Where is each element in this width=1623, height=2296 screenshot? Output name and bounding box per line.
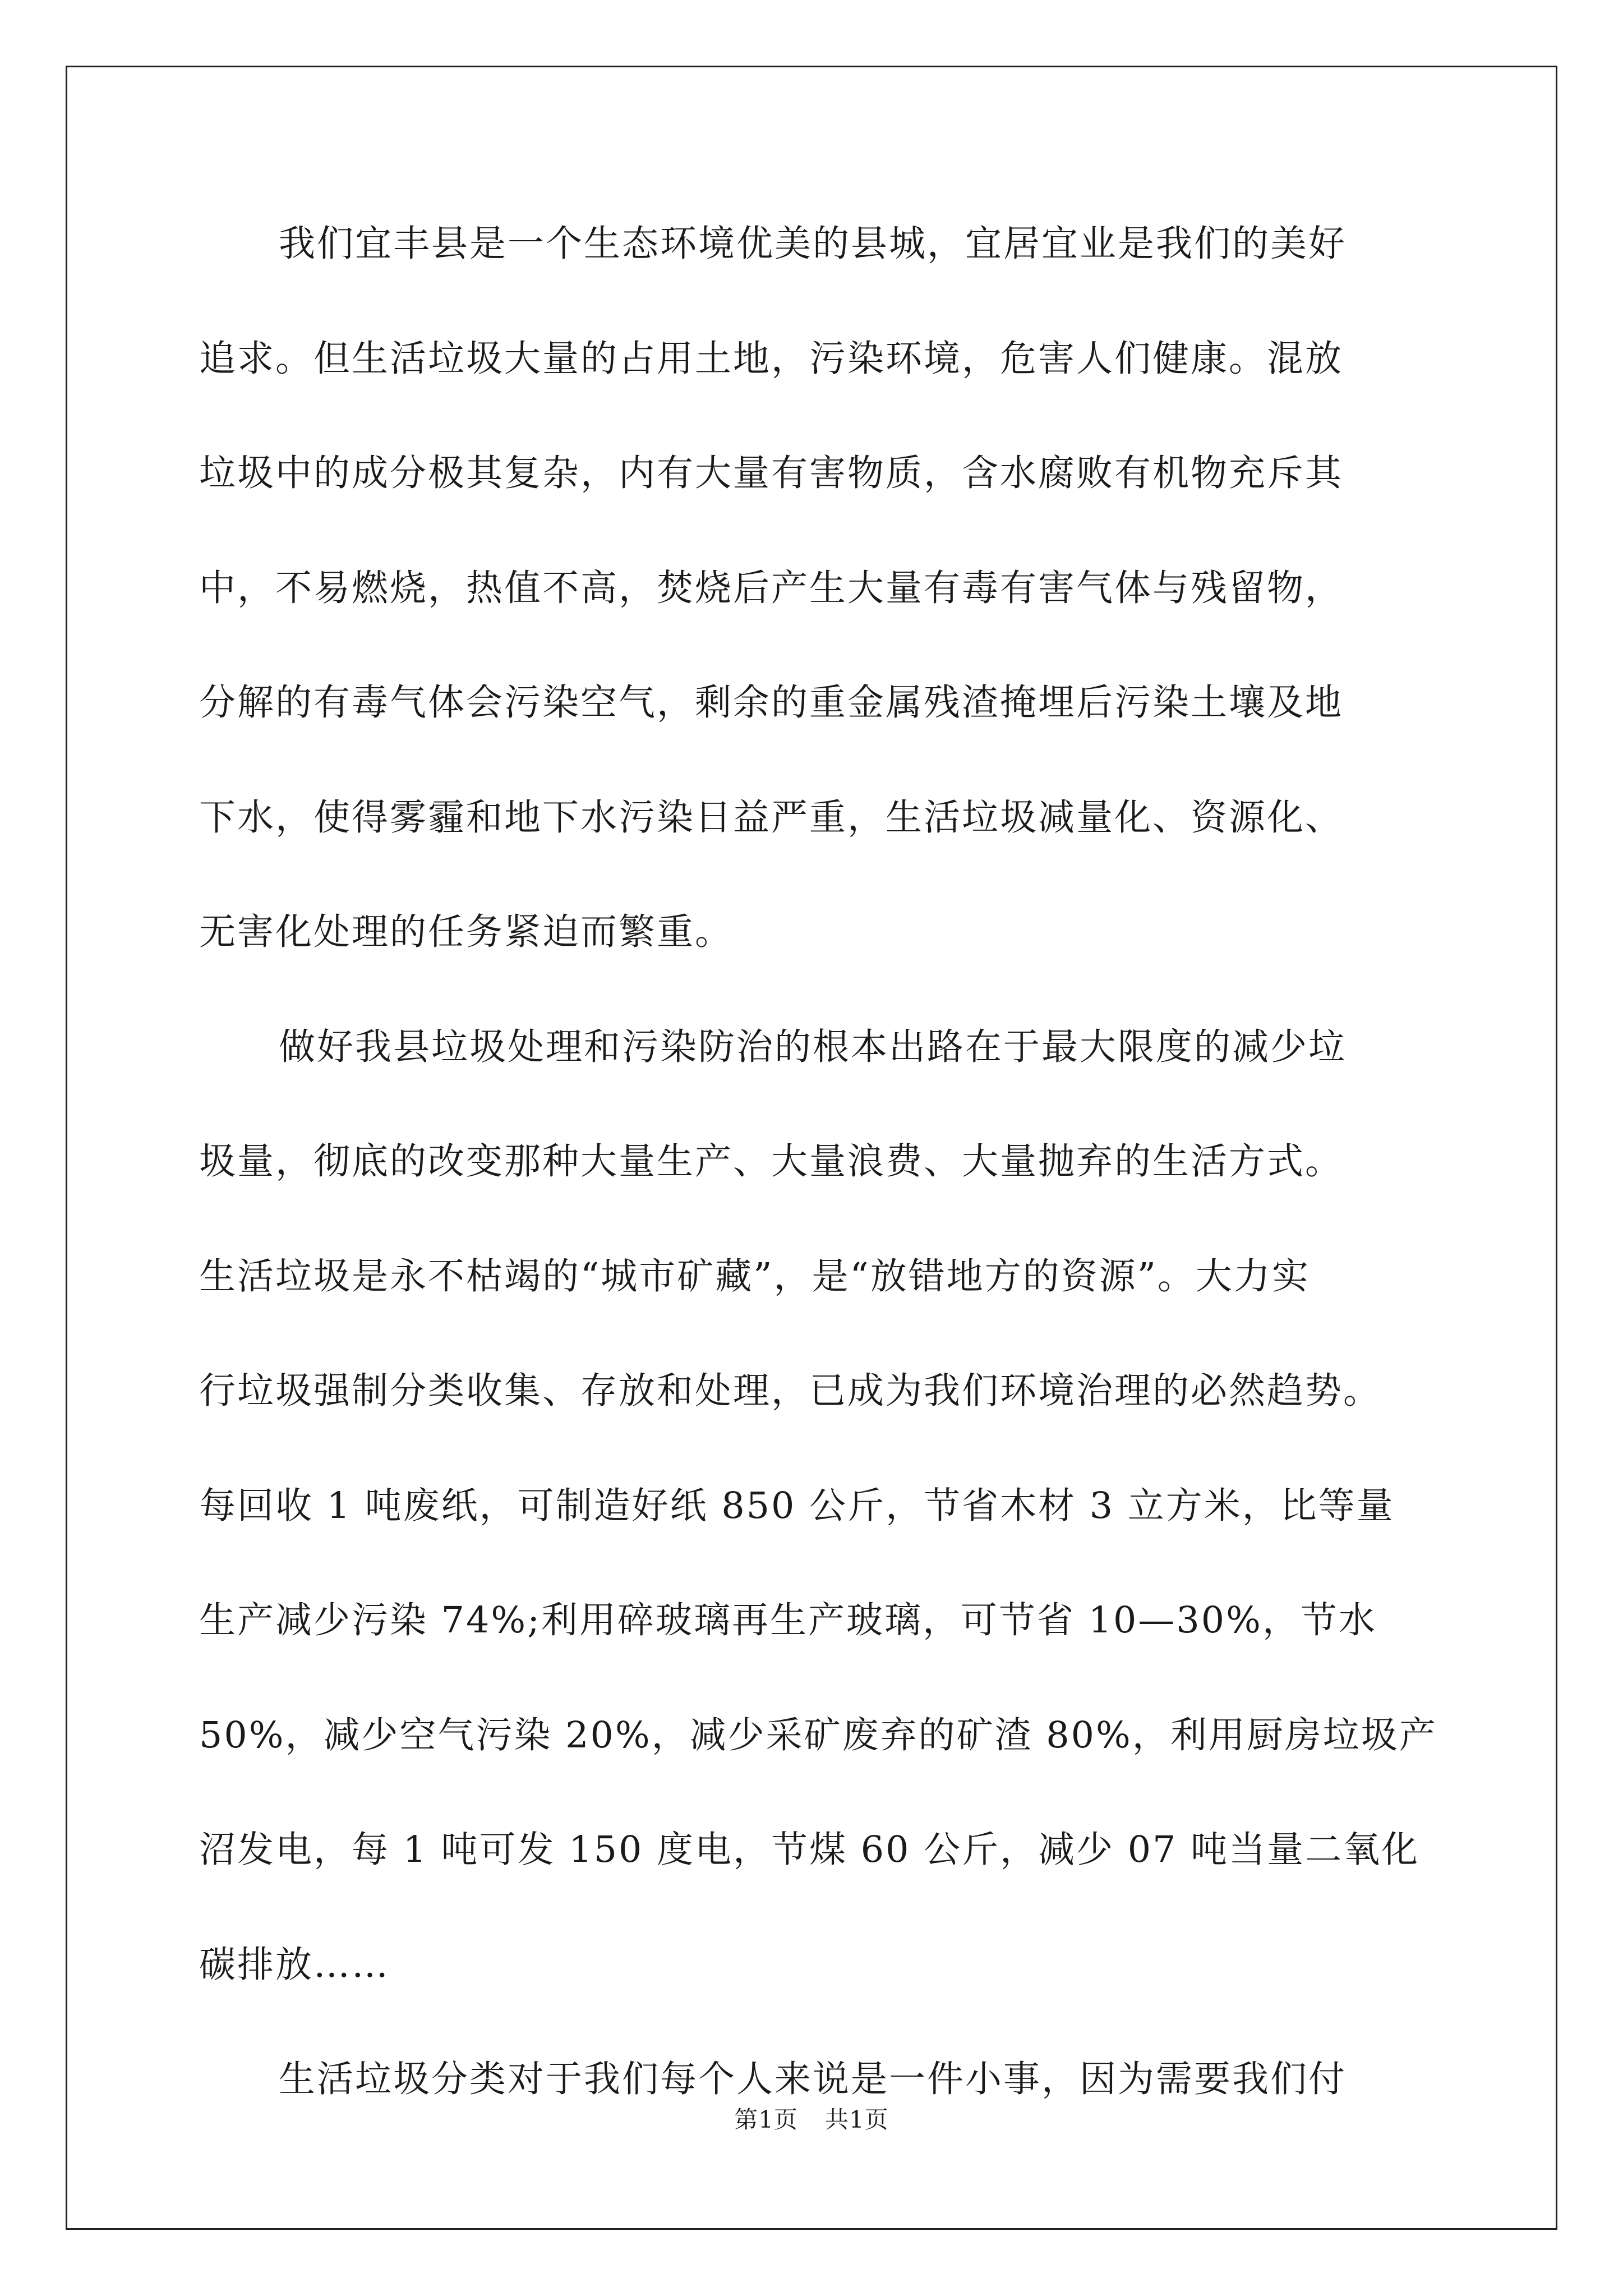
paragraph-3-line-1: 生活垃圾分类对于我们每个人来说是一件小事，因为需要我们付 (279, 2058, 1347, 2100)
page-footer (0, 2103, 1623, 2137)
paragraph-1-line-5: 分解的有毒气体会污染空气，剩余的重金属残渣掩埋后污染土壤及地 (199, 682, 1344, 724)
paragraph-1-line-1: 我们宜丰县是一个生态环境优美的县城，宜居宜业是我们的美好 (279, 223, 1347, 265)
total-pages: 共1页 (825, 2106, 889, 2133)
paragraph-2-line-8: 沼发电，每 1 吨可发 150 度电，节煤 60 公斤，减少 07 吨当量二氧化 (199, 1829, 1420, 1871)
page-number: 第1页 (734, 2106, 798, 2133)
paragraph-2-line-3: 生活垃圾是永不枯竭的“城市矿藏”，是“放错地方的资源”。大力实 (199, 1255, 1310, 1297)
paragraph-1-line-3: 垃圾中的成分极其复杂，内有大量有害物质，含水腐败有机物充斥其 (199, 452, 1344, 494)
paragraph-2-line-6: 生产减少污染 74%;利用碎玻璃再生产玻璃，可节省 10—30%，节水 (199, 1599, 1377, 1641)
paragraph-1-line-7: 无害化处理的任务紧迫而繁重。 (199, 911, 734, 953)
paragraph-1-line-6: 下水，使得雾霾和地下水污染日益严重，生活垃圾减量化、资源化、 (199, 796, 1344, 839)
paragraph-2-line-2: 圾量，彻底的改变那种大量生产、大量浪费、大量抛弃的生活方式。 (199, 1140, 1344, 1182)
paragraph-2-line-5: 每回收 1 吨废纸，可制造好纸 850 公斤，节省木材 3 立方米，比等量 (199, 1484, 1395, 1527)
paragraph-1-line-4: 中，不易燃烧，热值不高，焚烧后产生大量有毒有害气体与残留物， (199, 567, 1344, 609)
paragraph-2-line-9: 碳排放…… (199, 1943, 390, 1986)
paragraph-2-line-1: 做好我县垃圾处理和污染防治的根本出路在于最大限度的减少垃 (279, 1025, 1347, 1068)
document-body (199, 216, 1444, 2166)
paragraph-1-line-2: 追求。但生活垃圾大量的占用土地，污染环境，危害人们健康。混放 (199, 337, 1344, 380)
paragraph-2-line-4: 行垃圾强制分类收集、存放和处理，已成为我们环境治理的必然趋势。 (199, 1370, 1382, 1412)
paragraph-2-line-7: 50%，减少空气污染 20%，减少采矿废弃的矿渣 80%，利用厨房垃圾产 (199, 1714, 1437, 1756)
